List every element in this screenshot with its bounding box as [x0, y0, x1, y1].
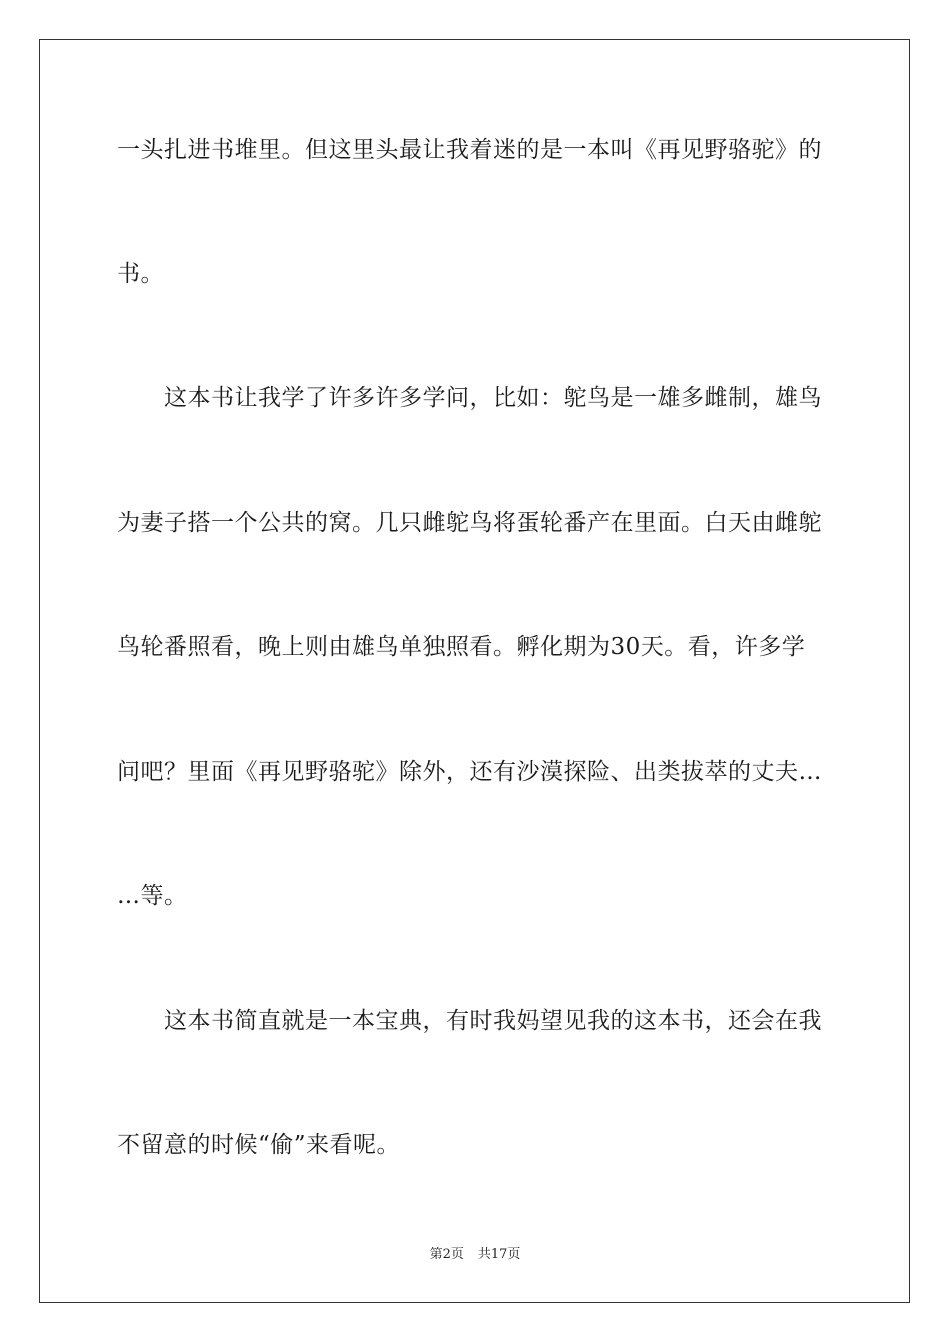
paragraph-start-line: 这本书让我学了许多许多学问，比如：鸵鸟是一雄多雌制，雄鸟	[164, 385, 822, 411]
text-line: 不留意的时候“偷”来看呢。	[117, 1132, 401, 1158]
text-line: 问吧？里面《再见野骆驼》除外，还有沙漠探险、出类拔萃的丈夫…	[117, 759, 822, 785]
text-line: …等。	[117, 883, 188, 909]
text-line: 为妻子搭一个公共的窝。几只雌鸵鸟将蛋轮番产在里面。白天由雌鸵	[117, 510, 822, 536]
page-frame	[39, 39, 910, 1303]
text-line: 鸟轮番照看，晚上则由雄鸟单独照看。孵化期为30天。看，许多学	[117, 634, 806, 660]
paragraph-start-line: 这本书简直就是一本宝典，有时我妈望见我的这本书，还会在我	[164, 1008, 822, 1034]
page-footer	[0, 1243, 950, 1262]
page-number: 第2页	[429, 1247, 464, 1262]
total-pages: 共17页	[477, 1247, 521, 1262]
text-line: 一头扎进书堆里。但这里头最让我着迷的是一本叫《再见野骆驼》的	[117, 137, 822, 163]
text-line: 书。	[117, 261, 164, 287]
